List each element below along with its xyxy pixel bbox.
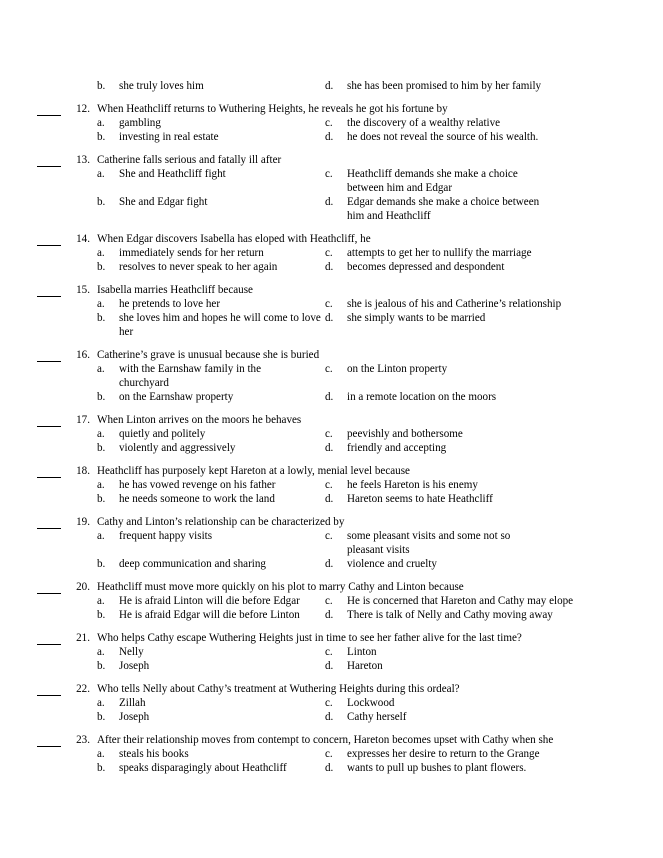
- question-number: 20.: [76, 581, 90, 593]
- question-text: Heathcliff must move more quickly on his plot to marry Cathy and Linton because: [97, 581, 464, 593]
- option-a: a. he has vowed revenge on his father: [97, 479, 276, 491]
- answer-blank[interactable]: [37, 515, 61, 529]
- question-text: When Heathcliff returns to Wuthering Heights, he reveals he got his fortune by: [97, 103, 448, 115]
- option-c: c. Lockwood: [325, 697, 395, 709]
- question-text: After their relationship moves from contempt to concern, Hareton becomes upset with Cathy when she: [97, 734, 554, 746]
- question-number: 17.: [76, 414, 90, 426]
- option-d: d. she has been promised to him by her family: [325, 80, 542, 92]
- option-c: c. some pleasant visits and some not so pleasant visits: [325, 530, 511, 556]
- answer-blank[interactable]: [37, 102, 61, 116]
- answer-blank[interactable]: [37, 413, 61, 427]
- question-number: 13.: [76, 154, 90, 166]
- answer-blank[interactable]: [37, 283, 61, 297]
- answer-blank[interactable]: [37, 682, 61, 696]
- question-text: Catherine’s grave is unusual because she is buried: [97, 349, 320, 361]
- question-number: 21.: [76, 632, 90, 644]
- option-c: c. the discovery of a wealthy relative: [325, 117, 501, 129]
- option-d: d. wants to pull up bushes to plant flowers.: [325, 762, 527, 774]
- option-a: a. He is afraid Linton will die before Edgar: [97, 595, 300, 607]
- option-d: d. Hareton seems to hate Heathcliff: [325, 493, 493, 505]
- option-c: c. Heathcliff demands she make a choice between him and Edgar: [325, 168, 518, 194]
- option-b: b. violently and aggressively: [97, 442, 236, 454]
- option-b: b. she truly loves him: [97, 80, 204, 92]
- question-number: 18.: [76, 465, 90, 477]
- answer-blank[interactable]: [37, 232, 61, 246]
- option-c: c. Linton: [325, 646, 377, 658]
- question-text: When Edgar discovers Isabella has eloped with Heathcliff, he: [97, 233, 371, 245]
- option-c: c. on the Linton property: [325, 363, 448, 375]
- option-a: a. She and Heathcliff fight: [97, 168, 226, 180]
- answer-blank[interactable]: [37, 348, 61, 362]
- question-number: 19.: [76, 516, 90, 528]
- question-text: Isabella marries Heathcliff because: [97, 284, 253, 296]
- answer-blank[interactable]: [37, 733, 61, 747]
- option-b: b. she loves him and hopes he will come to love her: [97, 312, 321, 338]
- option-b: b. resolves to never speak to her again: [97, 261, 278, 273]
- option-a: a. immediately sends for her return: [97, 247, 264, 259]
- question-text: Who helps Cathy escape Wuthering Heights just in time to see her father alive for the last time?: [97, 632, 522, 644]
- option-c: c. expresses her desire to return to the Grange: [325, 748, 540, 760]
- option-d: d. Edgar demands she make a choice between him and Heathcliff: [325, 196, 540, 222]
- option-a: a. Nelly: [97, 646, 144, 658]
- option-d: d. in a remote location on the moors: [325, 391, 497, 403]
- option-b: b. investing in real estate: [97, 131, 219, 143]
- option-d: d. he does not reveal the source of his wealth.: [325, 131, 539, 143]
- question-text: Who tells Nelly about Cathy’s treatment at Wuthering Heights during this ordeal?: [97, 683, 460, 695]
- question-number: 23.: [76, 734, 90, 746]
- option-a: a. Zillah: [97, 697, 146, 709]
- option-b: b. he needs someone to work the land: [97, 493, 275, 505]
- option-b: b. Joseph: [97, 660, 150, 672]
- answer-blank[interactable]: [37, 464, 61, 478]
- option-a: a. gambling: [97, 117, 161, 129]
- option-b: b. speaks disparagingly about Heathcliff: [97, 762, 287, 774]
- question-number: 16.: [76, 349, 90, 361]
- answer-blank[interactable]: [37, 580, 61, 594]
- option-b: b. He is afraid Edgar will die before Linton: [97, 609, 300, 621]
- option-c: c. peevishly and bothersome: [325, 428, 463, 440]
- option-c: c. he feels Hareton is his enemy: [325, 479, 478, 491]
- question-text: Cathy and Linton’s relationship can be characterized by: [97, 516, 345, 528]
- option-a: a. frequent happy visits: [97, 530, 213, 542]
- option-a: a. steals his books: [97, 748, 189, 760]
- option-c: c. she is jealous of his and Catherine’s relationship: [325, 298, 562, 310]
- question-number: 14.: [76, 233, 90, 245]
- option-d: d. she simply wants to be married: [325, 312, 486, 324]
- option-a: a. with the Earnshaw family in the churchyard: [97, 363, 262, 389]
- option-d: d. Hareton: [325, 660, 383, 672]
- question-text: When Linton arrives on the moors he behaves: [97, 414, 302, 426]
- question-text: Catherine falls serious and fatally ill after: [97, 154, 282, 166]
- option-c: c. He is concerned that Hareton and Cathy may elope: [325, 595, 574, 607]
- question-text: Heathcliff has purposely kept Hareton at a lowly, menial level because: [97, 465, 410, 477]
- question-number: 15.: [76, 284, 90, 296]
- option-b: b. Joseph: [97, 711, 150, 723]
- answer-blank[interactable]: [37, 631, 61, 645]
- option-b: b. She and Edgar fight: [97, 196, 208, 208]
- option-a: a. he pretends to love her: [97, 298, 221, 310]
- question-number: 12.: [76, 103, 90, 115]
- option-d: d. Cathy herself: [325, 711, 407, 723]
- option-b: b. on the Earnshaw property: [97, 391, 234, 403]
- option-c: c. attempts to get her to nullify the marriage: [325, 247, 532, 259]
- option-d: d. violence and cruelty: [325, 558, 437, 570]
- option-b: b. deep communication and sharing: [97, 558, 266, 570]
- option-d: d. becomes depressed and despondent: [325, 261, 505, 273]
- option-a: a. quietly and politely: [97, 428, 206, 440]
- option-d: d. friendly and accepting: [325, 442, 447, 454]
- option-d: d. There is talk of Nelly and Cathy moving away: [325, 609, 553, 621]
- answer-blank[interactable]: [37, 153, 61, 167]
- question-number: 22.: [76, 683, 90, 695]
